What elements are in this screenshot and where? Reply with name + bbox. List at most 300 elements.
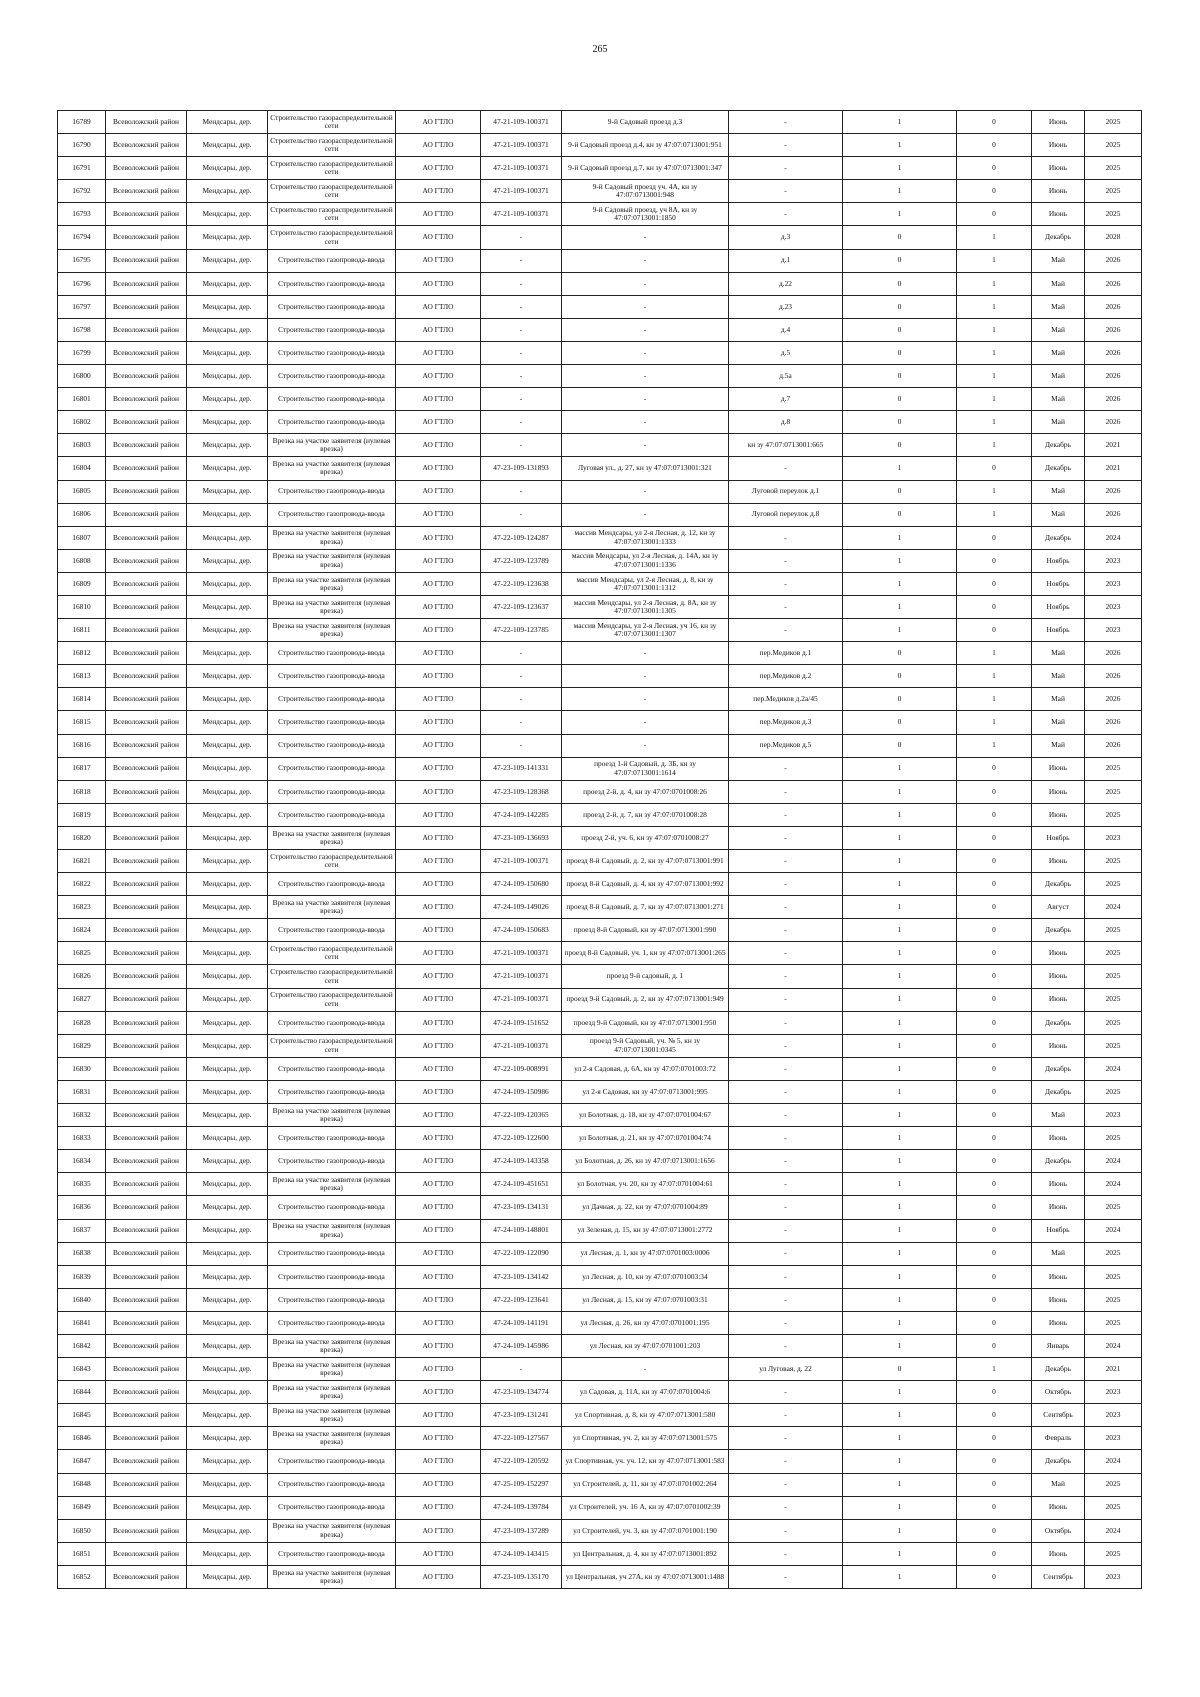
cell-address: - (729, 1450, 843, 1473)
cell-address-cadastral: - (562, 318, 729, 341)
cell-year: 2025 (1085, 180, 1142, 203)
cell-work-type: Строительство газораспределительной сети (268, 180, 396, 203)
cell-count-a: 0 (843, 272, 957, 295)
cell-address-cadastral: ул Спортивная, д. 8, кн зу 47:07:0713001:580 (562, 1404, 729, 1427)
cell-count-a: 1 (843, 1080, 957, 1103)
cell-organization: АО ГТЛО (396, 272, 481, 295)
cell-address: д.5 (729, 341, 843, 364)
cell-month: Июнь (1032, 1542, 1085, 1565)
cell-organization: АО ГТЛО (396, 1150, 481, 1173)
cell-settlement: Мендсары, дер. (187, 388, 268, 411)
table-row (58, 1104, 1142, 1127)
cell-count-a: 1 (843, 942, 957, 965)
cell-address-cadastral: ул Зеленая, д. 15, кн зу 47:07:0713001:2772 (562, 1219, 729, 1242)
cell-month: Декабрь (1032, 1150, 1085, 1173)
cell-organization: АО ГТЛО (396, 1381, 481, 1404)
cell-year: 2025 (1085, 1011, 1142, 1034)
cell-count-b: 0 (957, 572, 1032, 595)
cell-row-number: 16802 (58, 411, 106, 434)
cell-count-a: 1 (843, 572, 957, 595)
cell-count-b: 1 (957, 295, 1032, 318)
cell-organization: АО ГТЛО (396, 1311, 481, 1334)
cell-application-number: 47-23-109-131893 (481, 457, 562, 480)
cell-address-cadastral: ул Болотная, уч. 20, кн зу 47:07:0701004:61 (562, 1173, 729, 1196)
cell-count-a: 1 (843, 1057, 957, 1080)
cell-work-type: Строительство газораспределительной сети (268, 942, 396, 965)
cell-organization: АО ГТЛО (396, 157, 481, 180)
cell-row-number: 16813 (58, 665, 106, 688)
cell-settlement: Мендсары, дер. (187, 919, 268, 942)
cell-year: 2025 (1085, 919, 1142, 942)
cell-count-b: 0 (957, 1311, 1032, 1334)
cell-organization: АО ГТЛО (396, 1057, 481, 1080)
cell-work-type: Строительство газопровода-ввода (268, 665, 396, 688)
cell-count-a: 1 (843, 1219, 957, 1242)
cell-organization: АО ГТЛО (396, 873, 481, 896)
cell-month: Ноябрь (1032, 595, 1085, 618)
cell-work-type: Строительство газопровода-ввода (268, 711, 396, 734)
cell-year: 2026 (1085, 411, 1142, 434)
cell-settlement: Мендсары, дер. (187, 1404, 268, 1427)
cell-address: д.22 (729, 272, 843, 295)
cell-application-number: - (481, 226, 562, 249)
cell-settlement: Мендсары, дер. (187, 134, 268, 157)
cell-settlement: Мендсары, дер. (187, 965, 268, 988)
cell-organization: АО ГТЛО (396, 526, 481, 549)
table-row (58, 873, 1142, 896)
cell-year: 2025 (1085, 803, 1142, 826)
cell-application-number: 47-23-109-137289 (481, 1519, 562, 1542)
cell-month: Декабрь (1032, 1450, 1085, 1473)
cell-work-type: Врезка на участке заявителя (нулевая врезка) (268, 1404, 396, 1427)
cell-month: Июнь (1032, 1311, 1085, 1334)
cell-settlement: Мендсары, дер. (187, 1104, 268, 1127)
cell-application-number: 47-22-109-123785 (481, 619, 562, 642)
table-row (58, 411, 1142, 434)
cell-month: Август (1032, 896, 1085, 919)
cell-address-cadastral: ул Болотная, д. 21, кн зу 47:07:0701004:74 (562, 1127, 729, 1150)
cell-district: Всеволожский район (106, 572, 187, 595)
cell-work-type: Строительство газопровода-ввода (268, 1196, 396, 1219)
cell-month: Май (1032, 272, 1085, 295)
cell-district: Всеволожский район (106, 1427, 187, 1450)
cell-row-number: 16811 (58, 619, 106, 642)
cell-organization: АО ГТЛО (396, 1450, 481, 1473)
cell-settlement: Мендсары, дер. (187, 1011, 268, 1034)
cell-district: Всеволожский район (106, 1473, 187, 1496)
cell-settlement: Мендсары, дер. (187, 1381, 268, 1404)
cell-address: - (729, 1034, 843, 1057)
cell-address-cadastral: ул Садовая, д. 11А, кн зу 47:07:0701004:6 (562, 1381, 729, 1404)
cell-settlement: Мендсары, дер. (187, 619, 268, 642)
cell-count-a: 1 (843, 111, 957, 134)
cell-district: Всеволожский район (106, 896, 187, 919)
cell-application-number: 47-22-109-120365 (481, 1104, 562, 1127)
table-row (58, 1358, 1142, 1381)
cell-address: - (729, 1427, 843, 1450)
cell-count-b: 0 (957, 757, 1032, 780)
cell-count-a: 1 (843, 780, 957, 803)
table-row (58, 134, 1142, 157)
cell-year: 2023 (1085, 619, 1142, 642)
cell-address-cadastral: Луговая ул., д. 27, кн зу 47:07:0713001:321 (562, 457, 729, 480)
cell-row-number: 16794 (58, 226, 106, 249)
cell-settlement: Мендсары, дер. (187, 988, 268, 1011)
cell-address-cadastral: - (562, 249, 729, 272)
cell-district: Всеволожский район (106, 711, 187, 734)
cell-application-number: 47-24-109-150680 (481, 873, 562, 896)
cell-count-b: 1 (957, 1358, 1032, 1381)
table-row (58, 295, 1142, 318)
cell-count-a: 1 (843, 803, 957, 826)
cell-work-type: Строительство газопровода-ввода (268, 803, 396, 826)
cell-organization: АО ГТЛО (396, 965, 481, 988)
cell-district: Всеволожский район (106, 1150, 187, 1173)
cell-work-type: Врезка на участке заявителя (нулевая врезка) (268, 1565, 396, 1588)
cell-organization: АО ГТЛО (396, 896, 481, 919)
cell-row-number: 16791 (58, 157, 106, 180)
cell-address: д.7 (729, 388, 843, 411)
cell-work-type: Строительство газопровода-ввода (268, 318, 396, 341)
cell-year: 2026 (1085, 480, 1142, 503)
cell-count-a: 0 (843, 642, 957, 665)
cell-application-number: 47-24-109-142285 (481, 803, 562, 826)
cell-organization: АО ГТЛО (396, 249, 481, 272)
cell-settlement: Мендсары, дер. (187, 1034, 268, 1057)
cell-count-a: 1 (843, 180, 957, 203)
cell-address-cadastral: ул 2-я Садовая, д. 6А, кн зу 47:07:0701003:72 (562, 1057, 729, 1080)
cell-settlement: Мендсары, дер. (187, 1219, 268, 1242)
cell-count-a: 0 (843, 480, 957, 503)
cell-work-type: Строительство газораспределительной сети (268, 157, 396, 180)
cell-count-b: 1 (957, 642, 1032, 665)
cell-work-type: Строительство газопровода-ввода (268, 688, 396, 711)
cell-district: Всеволожский район (106, 1080, 187, 1103)
cell-address: - (729, 1334, 843, 1357)
cell-year: 2024 (1085, 1219, 1142, 1242)
cell-organization: АО ГТЛО (396, 642, 481, 665)
cell-year: 2025 (1085, 1242, 1142, 1265)
cell-application-number: - (481, 295, 562, 318)
cell-year: 2021 (1085, 434, 1142, 457)
cell-address-cadastral: ул Лесная, д. 15, кн зу 47:07:0701003:31 (562, 1288, 729, 1311)
cell-month: Октябрь (1032, 1519, 1085, 1542)
cell-year: 2025 (1085, 1196, 1142, 1219)
cell-district: Всеволожский район (106, 1542, 187, 1565)
cell-application-number: - (481, 272, 562, 295)
cell-application-number: 47-23-109-136693 (481, 826, 562, 849)
cell-organization: АО ГТЛО (396, 1334, 481, 1357)
cell-work-type: Врезка на участке заявителя (нулевая врезка) (268, 572, 396, 595)
cell-work-type: Строительство газопровода-ввода (268, 388, 396, 411)
cell-organization: АО ГТЛО (396, 1565, 481, 1588)
cell-count-b: 0 (957, 780, 1032, 803)
cell-organization: АО ГТЛО (396, 318, 481, 341)
cell-application-number: - (481, 642, 562, 665)
cell-count-b: 1 (957, 434, 1032, 457)
table-row (58, 1219, 1142, 1242)
cell-organization: АО ГТЛО (396, 1404, 481, 1427)
cell-address: - (729, 1565, 843, 1588)
cell-address: - (729, 595, 843, 618)
cell-settlement: Мендсары, дер. (187, 365, 268, 388)
cell-work-type: Строительство газопровода-ввода (268, 1288, 396, 1311)
cell-count-a: 1 (843, 1381, 957, 1404)
cell-row-number: 16835 (58, 1173, 106, 1196)
cell-count-b: 1 (957, 734, 1032, 757)
cell-work-type: Строительство газораспределительной сети (268, 965, 396, 988)
cell-month: Июнь (1032, 780, 1085, 803)
cell-count-b: 0 (957, 1381, 1032, 1404)
cell-settlement: Мендсары, дер. (187, 1450, 268, 1473)
cell-month: Январь (1032, 1334, 1085, 1357)
cell-organization: АО ГТЛО (396, 1219, 481, 1242)
cell-settlement: Мендсары, дер. (187, 272, 268, 295)
cell-district: Всеволожский район (106, 1496, 187, 1519)
cell-address: - (729, 1219, 843, 1242)
cell-month: Июнь (1032, 1196, 1085, 1219)
cell-district: Всеволожский район (106, 988, 187, 1011)
cell-address-cadastral: ул 2-я Садовая, кн зу 47:07:0713001:995 (562, 1080, 729, 1103)
cell-settlement: Мендсары, дер. (187, 1127, 268, 1150)
cell-application-number: 47-24-109-149026 (481, 896, 562, 919)
cell-address-cadastral: - (562, 226, 729, 249)
cell-address: д.1 (729, 249, 843, 272)
cell-district: Всеволожский район (106, 1057, 187, 1080)
cell-work-type: Строительство газораспределительной сети (268, 203, 396, 226)
cell-count-b: 0 (957, 1265, 1032, 1288)
cell-row-number: 16812 (58, 642, 106, 665)
cell-address: пер.Медиков д.3 (729, 711, 843, 734)
cell-row-number: 16795 (58, 249, 106, 272)
cell-address-cadastral: ул Спортивная, уч. уч. 12, кн зу 47:07:0713001:583 (562, 1450, 729, 1473)
cell-month: Май (1032, 411, 1085, 434)
cell-district: Всеволожский район (106, 642, 187, 665)
cell-district: Всеволожский район (106, 1196, 187, 1219)
cell-month: Ноябрь (1032, 826, 1085, 849)
cell-settlement: Мендсары, дер. (187, 873, 268, 896)
cell-work-type: Врезка на участке заявителя (нулевая врезка) (268, 1173, 396, 1196)
cell-work-type: Врезка на участке заявителя (нулевая врезка) (268, 1519, 396, 1542)
cell-month: Май (1032, 480, 1085, 503)
cell-address-cadastral: проезд 9-й Садовый, кн зу 47:07:0713001:950 (562, 1011, 729, 1034)
cell-application-number: - (481, 503, 562, 526)
cell-district: Всеволожский район (106, 1219, 187, 1242)
cell-settlement: Мендсары, дер. (187, 1565, 268, 1588)
cell-address-cadastral: ул Центральная, уч 27А, кн зу 47:07:0713001:1488 (562, 1565, 729, 1588)
cell-count-a: 0 (843, 388, 957, 411)
cell-address-cadastral: ул Болотная, д. 26, кн зу 47:07:0713001:1656 (562, 1150, 729, 1173)
cell-work-type: Строительство газопровода-ввода (268, 1057, 396, 1080)
cell-count-a: 1 (843, 1034, 957, 1057)
cell-count-b: 1 (957, 411, 1032, 434)
cell-settlement: Мендсары, дер. (187, 1288, 268, 1311)
cell-year: 2028 (1085, 226, 1142, 249)
cell-district: Всеволожский район (106, 1311, 187, 1334)
cell-address-cadastral: - (562, 388, 729, 411)
cell-address-cadastral: массив Мендсары, ул 2-я Лесная, д. 8А, кн зу 47:07:0713001:1305 (562, 595, 729, 618)
cell-year: 2025 (1085, 873, 1142, 896)
cell-year: 2024 (1085, 1057, 1142, 1080)
cell-count-b: 1 (957, 711, 1032, 734)
cell-organization: АО ГТЛО (396, 549, 481, 572)
cell-work-type: Строительство газопровода-ввода (268, 365, 396, 388)
cell-address: - (729, 1242, 843, 1265)
cell-application-number: 47-21-109-100371 (481, 180, 562, 203)
cell-month: Июнь (1032, 1034, 1085, 1057)
cell-settlement: Мендсары, дер. (187, 203, 268, 226)
cell-district: Всеволожский район (106, 1127, 187, 1150)
cell-work-type: Строительство газораспределительной сети (268, 850, 396, 873)
cell-district: Всеволожский район (106, 526, 187, 549)
table-row (58, 780, 1142, 803)
table-row (58, 180, 1142, 203)
cell-row-number: 16800 (58, 365, 106, 388)
cell-district: Всеволожский район (106, 341, 187, 364)
cell-count-a: 1 (843, 1242, 957, 1265)
cell-application-number: - (481, 318, 562, 341)
cell-work-type: Строительство газораспределительной сети (268, 988, 396, 1011)
cell-organization: АО ГТЛО (396, 388, 481, 411)
table-row (58, 549, 1142, 572)
cell-work-type: Врезка на участке заявителя (нулевая врезка) (268, 826, 396, 849)
cell-application-number: 47-23-109-135170 (481, 1565, 562, 1588)
cell-application-number: 47-21-109-100371 (481, 988, 562, 1011)
cell-address-cadastral: ул Центральная, д. 4, кн зу 47:07:0713001:892 (562, 1542, 729, 1565)
cell-district: Всеволожский район (106, 1011, 187, 1034)
cell-organization: АО ГТЛО (396, 1080, 481, 1103)
cell-settlement: Мендсары, дер. (187, 1242, 268, 1265)
cell-address-cadastral: проезд 1-й Садовый, д. 3Б, кн зу 47:07:0713001:1614 (562, 757, 729, 780)
cell-settlement: Мендсары, дер. (187, 180, 268, 203)
cell-address-cadastral: ул Лесная, д. 1, кн зу 47:07:0701003:0006 (562, 1242, 729, 1265)
cell-year: 2025 (1085, 780, 1142, 803)
cell-row-number: 16827 (58, 988, 106, 1011)
cell-month: Декабрь (1032, 1080, 1085, 1103)
cell-month: Июнь (1032, 111, 1085, 134)
cell-year: 2025 (1085, 111, 1142, 134)
cell-year: 2025 (1085, 1080, 1142, 1103)
cell-organization: АО ГТЛО (396, 411, 481, 434)
cell-row-number: 16815 (58, 711, 106, 734)
cell-application-number: 47-23-109-128368 (481, 780, 562, 803)
cell-application-number: 47-21-109-100371 (481, 134, 562, 157)
table-row (58, 1381, 1142, 1404)
cell-organization: АО ГТЛО (396, 480, 481, 503)
cell-application-number: - (481, 1358, 562, 1381)
cell-count-a: 0 (843, 318, 957, 341)
cell-application-number: - (481, 434, 562, 457)
cell-month: Май (1032, 295, 1085, 318)
cell-settlement: Мендсары, дер. (187, 942, 268, 965)
cell-work-type: Строительство газопровода-ввода (268, 411, 396, 434)
cell-year: 2025 (1085, 134, 1142, 157)
cell-year: 2025 (1085, 988, 1142, 1011)
cell-application-number: 47-23-109-134774 (481, 1381, 562, 1404)
cell-address: - (729, 1311, 843, 1334)
cell-year: 2025 (1085, 203, 1142, 226)
cell-address: - (729, 1288, 843, 1311)
cell-year: 2024 (1085, 1173, 1142, 1196)
cell-organization: АО ГТЛО (396, 134, 481, 157)
cell-settlement: Мендсары, дер. (187, 411, 268, 434)
cell-district: Всеволожский район (106, 249, 187, 272)
cell-count-b: 1 (957, 365, 1032, 388)
cell-row-number: 16803 (58, 434, 106, 457)
table-row (58, 1034, 1142, 1057)
cell-month: Май (1032, 365, 1085, 388)
cell-year: 2026 (1085, 688, 1142, 711)
cell-count-b: 0 (957, 1219, 1032, 1242)
table-row (58, 1127, 1142, 1150)
cell-row-number: 16839 (58, 1265, 106, 1288)
cell-district: Всеволожский район (106, 780, 187, 803)
cell-application-number: 47-22-109-123641 (481, 1288, 562, 1311)
cell-work-type: Врезка на участке заявителя (нулевая врезка) (268, 896, 396, 919)
table-row (58, 272, 1142, 295)
cell-year: 2023 (1085, 826, 1142, 849)
cell-address: - (729, 1473, 843, 1496)
table-row (58, 1173, 1142, 1196)
cell-district: Всеволожский район (106, 850, 187, 873)
cell-application-number: - (481, 411, 562, 434)
gasification-registry-table (57, 110, 1142, 1589)
cell-application-number: 47-24-109-145986 (481, 1334, 562, 1357)
cell-district: Всеволожский район (106, 365, 187, 388)
cell-address-cadastral: ул Лесная, д. 10, кн зу 47:07:0701003:34 (562, 1265, 729, 1288)
table-row (58, 595, 1142, 618)
cell-address: - (729, 111, 843, 134)
cell-count-a: 0 (843, 688, 957, 711)
cell-year: 2025 (1085, 850, 1142, 873)
cell-month: Октябрь (1032, 1381, 1085, 1404)
cell-month: Май (1032, 1473, 1085, 1496)
cell-count-b: 0 (957, 1242, 1032, 1265)
cell-settlement: Мендсары, дер. (187, 526, 268, 549)
table-row (58, 1288, 1142, 1311)
cell-row-number: 16818 (58, 780, 106, 803)
cell-application-number: 47-24-109-150986 (481, 1080, 562, 1103)
cell-district: Всеволожский район (106, 619, 187, 642)
cell-address: - (729, 1496, 843, 1519)
cell-application-number: - (481, 688, 562, 711)
cell-address: - (729, 850, 843, 873)
cell-count-b: 0 (957, 526, 1032, 549)
cell-month: Декабрь (1032, 434, 1085, 457)
cell-organization: АО ГТЛО (396, 1265, 481, 1288)
cell-year: 2026 (1085, 295, 1142, 318)
cell-address-cadastral: проезд 8-й Садовый, кн зу 47:07:0713001:990 (562, 919, 729, 942)
cell-address: - (729, 1011, 843, 1034)
cell-count-a: 1 (843, 965, 957, 988)
cell-organization: АО ГТЛО (396, 850, 481, 873)
cell-count-b: 0 (957, 1080, 1032, 1103)
cell-organization: АО ГТЛО (396, 1427, 481, 1450)
cell-address: - (729, 965, 843, 988)
cell-settlement: Мендсары, дер. (187, 1057, 268, 1080)
cell-organization: АО ГТЛО (396, 1358, 481, 1381)
cell-settlement: Мендсары, дер. (187, 642, 268, 665)
cell-count-b: 0 (957, 1127, 1032, 1150)
cell-count-b: 0 (957, 1011, 1032, 1034)
cell-district: Всеволожский район (106, 157, 187, 180)
cell-year: 2025 (1085, 1473, 1142, 1496)
cell-count-b: 1 (957, 249, 1032, 272)
cell-year: 2024 (1085, 526, 1142, 549)
cell-settlement: Мендсары, дер. (187, 734, 268, 757)
cell-row-number: 16798 (58, 318, 106, 341)
cell-row-number: 16834 (58, 1150, 106, 1173)
